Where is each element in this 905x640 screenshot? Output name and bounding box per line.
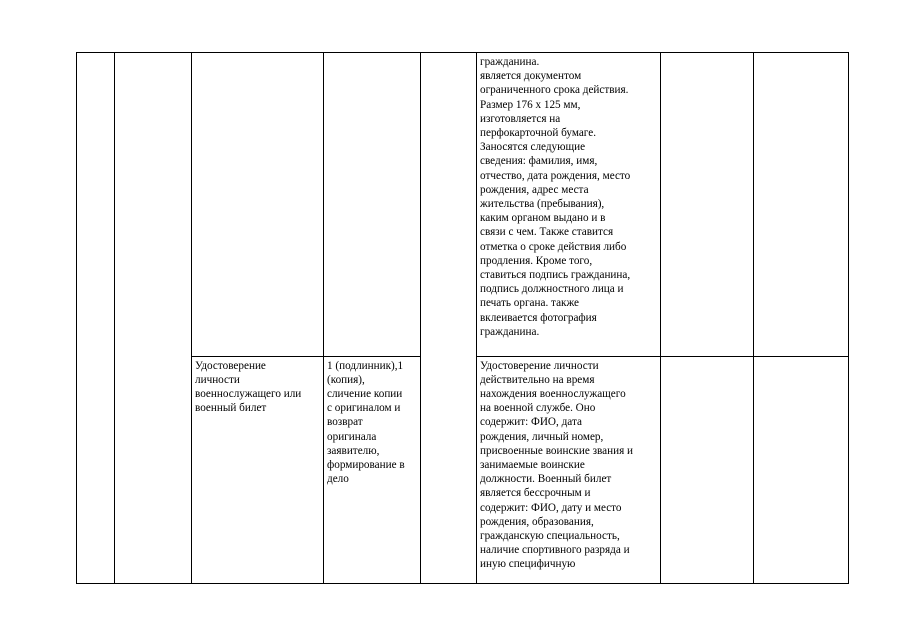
table-cell-category xyxy=(115,53,192,584)
table-cell-document-name xyxy=(192,356,324,583)
table-cell-document-name xyxy=(192,53,324,357)
table-cell-requirements xyxy=(324,53,421,357)
description-text: Удостоверение личности действительно на время нахождения военнослужащего на военной службе. Оно содержит: ФИО, дата рождения, личный номер, присвоенные воинские звания и занимаемые воинские должности. Военный билет является бессрочным и содержит: ФИО, дату и место рождения, образования, гражданскую специальность, наличие спортивного разряда и иную специфичную xyxy=(480,359,634,571)
table-cell-description xyxy=(477,356,661,583)
table-cell-number xyxy=(77,53,115,584)
table-cell-description xyxy=(477,53,661,357)
table-cell-empty xyxy=(661,356,754,583)
table-row xyxy=(77,53,849,357)
requirements-text: 1 (подлинник),1 (копия), сличение копии с оригиналом и возврат оригинала заявителю, формирование в дело xyxy=(327,359,405,486)
document-name-text: Удостоверение личности военнослужащего или военный билет xyxy=(195,359,302,415)
table-cell-empty xyxy=(754,356,849,583)
table-cell-empty xyxy=(754,53,849,357)
table-cell-empty xyxy=(421,53,477,584)
description-text: гражданина. является документом ограниченного срока действия. Размер 176 х 125 мм, изготовляется на перфокарточной бумаге. Заносятся следующие сведения: фамилия, имя, отчество, дата рождения, место рождения, адрес места жительства (пребывания), каким органом выдано и в связи с чем. Также ставится отметка о сроке действия либо продления. Кроме того, ставиться подпись гражданина, подпись должностного лица и печать органа. также вклеивается фотография гражданина. xyxy=(480,56,631,338)
table-cell-empty xyxy=(661,53,754,357)
document-table xyxy=(76,52,849,584)
table-cell-requirements xyxy=(324,356,421,583)
